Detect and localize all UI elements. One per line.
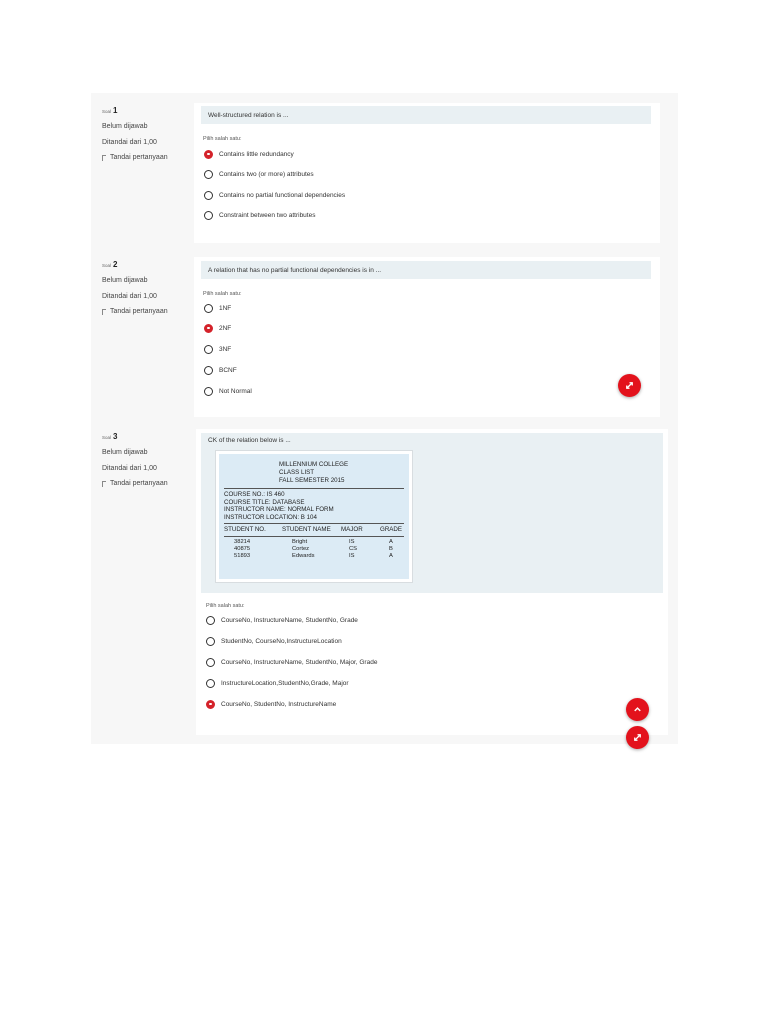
answer-option[interactable] [204,169,314,179]
flag-icon [102,154,107,161]
figure-cell: CS [349,546,358,552]
figure-cell: IS [349,539,355,545]
option-label: Contains no partial functional dependencies [219,191,346,199]
question-card [194,103,660,243]
question-label: Soal [102,435,112,440]
option-label: Contains two (or more) attributes [219,170,314,178]
expand-button[interactable] [626,726,649,749]
option-label: CourseNo, InstructureName, StudentNo, Grade [221,616,358,624]
radio-button[interactable] [204,304,213,313]
figure-column-header: STUDENT NO. [224,526,266,533]
question-number: 3 [112,432,118,441]
radio-button[interactable] [206,679,215,688]
answer-option[interactable] [204,344,231,354]
class-list-image [219,454,409,579]
radio-button[interactable] [204,324,213,333]
option-label: CourseNo, InstructureName, StudentNo, Major, Grade [221,658,378,666]
class-list-figure [215,450,413,583]
question-label: Soal [102,263,112,268]
figure-cell: Bright [292,539,308,545]
option-label: Contains little redundancy [219,150,294,158]
figure-course-line: INSTRUCTOR LOCATION: B 104 [224,513,317,521]
figure-header-line: MILLENNIUM COLLEGE [279,461,349,468]
flag-label: Tandai pertanyaan [110,308,168,315]
figure-cell: 38214 [234,539,251,545]
figure-cell: IS [349,553,355,559]
option-label: Constraint between two attributes [219,211,316,219]
radio-button[interactable] [206,658,215,667]
expand-arrows-icon [624,380,635,391]
option-label: BCNF [219,366,237,374]
radio-button[interactable] [204,150,213,159]
question-mark: Ditandai dari 1,00 [102,138,157,146]
flag-label: Tandai pertanyaan [110,154,168,161]
radio-button[interactable] [206,616,215,625]
figure-column-header: MAJOR [341,526,363,533]
figure-header-line: CLASS LIST [279,469,315,476]
question-mark: Ditandai dari 1,00 [102,292,157,300]
question-text [201,261,651,279]
figure-course-line: INSTRUCTOR NAME: NORMAL FORM [224,506,334,513]
radio-button[interactable] [204,387,213,396]
question-number: 2 [112,260,118,269]
answer-option[interactable] [206,699,336,709]
answer-option[interactable] [204,210,315,220]
answer-option[interactable] [204,190,345,200]
figure-cell: Cortez [292,546,310,552]
question-info [102,429,197,492]
answer-option[interactable] [206,657,377,667]
expand-button[interactable] [618,374,641,397]
radio-button[interactable] [204,170,213,179]
question-status: Belum dijawab [102,123,148,130]
question-text-label: CK of the relation below is ... [208,437,291,444]
figure-divider [224,536,404,537]
question-1 [91,103,678,245]
figure-course-line: COURSE TITLE: DATABASE [224,498,305,506]
question-status: Belum dijawab [102,449,148,456]
figure-course-line: COURSE NO.: IS 460 [224,491,285,498]
question-text [201,433,663,593]
radio-button[interactable] [204,345,213,354]
answer-prompt: Pilih salah satu: [203,291,242,297]
flag-icon [102,480,107,487]
quiz-container [91,93,678,744]
figure-cell: 40875 [234,546,251,552]
figure-header-line: FALL SEMESTER 2015 [279,477,345,484]
radio-button[interactable] [206,700,215,709]
figure-divider [224,488,404,489]
answer-option[interactable] [204,323,231,333]
question-label: Soal [102,109,112,114]
option-label: StudentNo, CourseNo,InstructureLocation [221,637,342,645]
answer-option[interactable] [204,303,231,313]
answer-option[interactable] [204,149,294,159]
question-info [102,257,197,320]
question-mark: Ditandai dari 1,00 [102,464,157,472]
question-2 [91,257,678,419]
answer-option[interactable] [206,615,358,625]
figure-cell: 51893 [234,553,251,559]
question-text [201,106,651,124]
flag-label: Tandai pertanyaan [110,480,168,487]
expand-arrows-icon [632,732,643,743]
radio-button[interactable] [204,366,213,375]
figure-header [279,461,348,485]
figure-column-header: GRADE [380,526,403,533]
question-status: Belum dijawab [102,277,148,284]
question-card [194,257,660,417]
radio-button[interactable] [204,211,213,220]
radio-button[interactable] [204,191,213,200]
option-label: 1NF [219,304,232,312]
answer-prompt: Pilih salah satu: [206,603,245,609]
radio-button[interactable] [206,637,215,646]
scroll-top-button[interactable] [626,698,649,721]
question-text-label: Well-structured relation is ... [208,111,289,119]
option-label: InstructureLocation,StudentNo,Grade, Major [221,679,349,687]
flag-question-link[interactable] [102,476,197,492]
answer-option[interactable] [204,386,252,396]
figure-divider [224,523,404,524]
figure-cell: B [389,546,393,552]
answer-option[interactable] [206,678,349,688]
option-label: 2NF [219,324,232,332]
figure-cell: Edwards [292,553,315,559]
question-text-label: A relation that has no partial functional dependencies is in ... [208,266,382,274]
flag-question-link[interactable] [102,304,197,320]
option-label: 3NF [219,345,232,353]
figure-column-header: STUDENT NAME [282,526,331,533]
question-number: 1 [112,106,118,115]
option-label: CourseNo, StudentNo, InstructureName [221,700,337,708]
figure-cell: A [389,539,393,545]
question-info [102,103,197,166]
figure-course-info [224,491,334,521]
answer-option[interactable] [204,365,237,375]
question-3 [91,429,678,739]
question-card [196,429,668,735]
answer-option[interactable] [206,636,342,646]
option-label: Not Normal [219,387,252,395]
figure-cell: A [389,553,393,559]
flag-icon [102,308,107,315]
flag-question-link[interactable] [102,150,197,166]
chevron-up-icon [632,704,643,715]
answer-prompt: Pilih salah satu: [203,136,242,142]
